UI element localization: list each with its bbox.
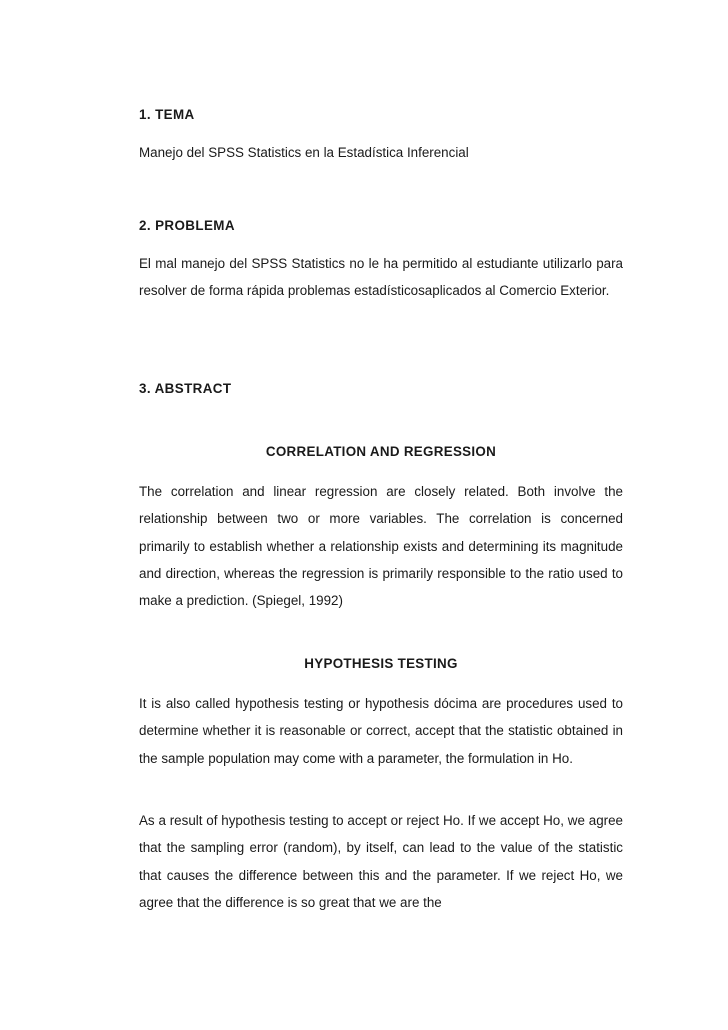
hypothesis-testing-title: HYPOTHESIS TESTING bbox=[304, 656, 458, 671]
section-heading-problema: 2. PROBLEMA bbox=[139, 218, 235, 233]
section-heading-tema: 1. TEMA bbox=[139, 107, 195, 122]
correlation-regression-title: CORRELATION AND REGRESSION bbox=[265, 444, 497, 459]
problema-paragraph: El mal manejo del SPSS Statistics no le ha permitido al estudiante utilizarlo para resolver de forma rápida problemas estadísticosaplicados al Comercio Exterior. bbox=[139, 256, 623, 299]
section-heading-abstract: 3. ABSTRACT bbox=[139, 381, 232, 396]
tema-text: Manejo del SPSS Statistics en la Estadística Inferencial bbox=[139, 145, 469, 160]
hypothesis-paragraph-2: As a result of hypothesis testing to accept or reject Ho. If we accept Ho, we agree that the sampling error (random), by itself, can lead to the value of the statistic that causes the difference between this and the parameter. If we reject Ho, we agree that the difference is so great that we are the bbox=[139, 813, 623, 910]
hypothesis-paragraph-1: It is also called hypothesis testing or hypothesis dócima are procedures used to determine whether it is reasonable or correct, accept that the statistic obtained in the sample population may come with a parameter, the formulation in Ho. bbox=[139, 696, 623, 766]
correlation-paragraph: The correlation and linear regression are closely related. Both involve the relationship between two or more variables. The correlation is concerned primarily to establish whether a relationship exists and determining its magnitude and direction, whereas the regression is primarily responsible to the ratio used to make a prediction. (Spiegel, 1992) bbox=[139, 484, 623, 609]
